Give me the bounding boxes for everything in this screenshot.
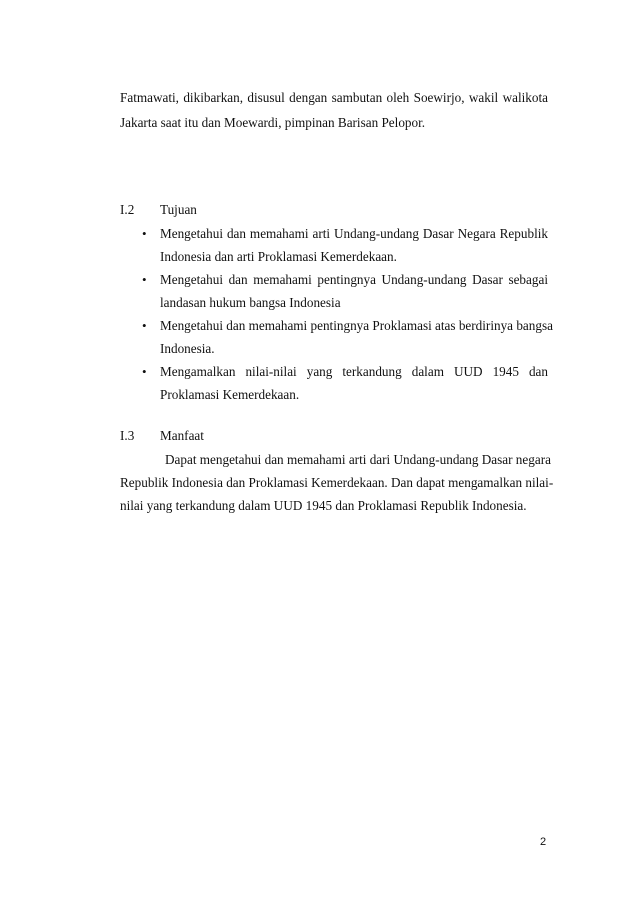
section-heading-tujuan — [120, 201, 197, 219]
bullet-icon: • — [142, 272, 147, 287]
manfaat-line-1: Dapat mengetahui dan memahami arti dari Undang-undang Dasar negara — [165, 452, 551, 467]
section-title: Manfaat — [160, 428, 204, 443]
section-heading-manfaat — [120, 427, 204, 445]
tujuan-item-2-line-2: landasan hukum bangsa Indonesia — [160, 295, 341, 310]
tujuan-item-1-line-1: Mengetahui dan memahami arti Undang-undang Dasar Negara Republik — [160, 226, 548, 241]
bullet-icon: • — [142, 364, 147, 379]
tujuan-item-4-line-2: Proklamasi Kemerdekaan. — [160, 387, 300, 402]
tujuan-item-2-line-1: Mengetahui dan memahami pentingnya Undang-undang Dasar sebagai — [160, 272, 548, 287]
page-number: 2 — [540, 836, 547, 848]
section-number: I.2 — [120, 202, 135, 217]
bullet-icon: • — [142, 318, 147, 333]
section-title: Tujuan — [160, 202, 197, 217]
bullet-icon: • — [142, 226, 147, 241]
section-number: I.3 — [120, 428, 135, 443]
tujuan-item-1-line-2: Indonesia dan arti Proklamasi Kemerdekaan. — [160, 249, 397, 264]
manfaat-line-3: nilai yang terkandung dalam UUD 1945 dan Proklamasi Republik Indonesia. — [120, 498, 527, 513]
intro-line-2: Jakarta saat itu dan Moewardi, pimpinan Barisan Pelopor. — [120, 115, 426, 130]
tujuan-item-3-line-1: Mengetahui dan memahami pentingnya Proklamasi atas berdirinya bangsa — [160, 318, 553, 333]
intro-line-1: Fatmawati, dikibarkan, disusul dengan sambutan oleh Soewirjo, wakil walikota — [120, 90, 548, 105]
manfaat-line-2: Republik Indonesia dan Proklamasi Kemerdekaan. Dan dapat mengamalkan nilai- — [120, 475, 554, 490]
tujuan-item-4-line-1: Mengamalkan nilai-nilai yang terkandung dalam UUD 1945 dan — [160, 364, 548, 379]
tujuan-item-3-line-2: Indonesia. — [160, 341, 215, 356]
